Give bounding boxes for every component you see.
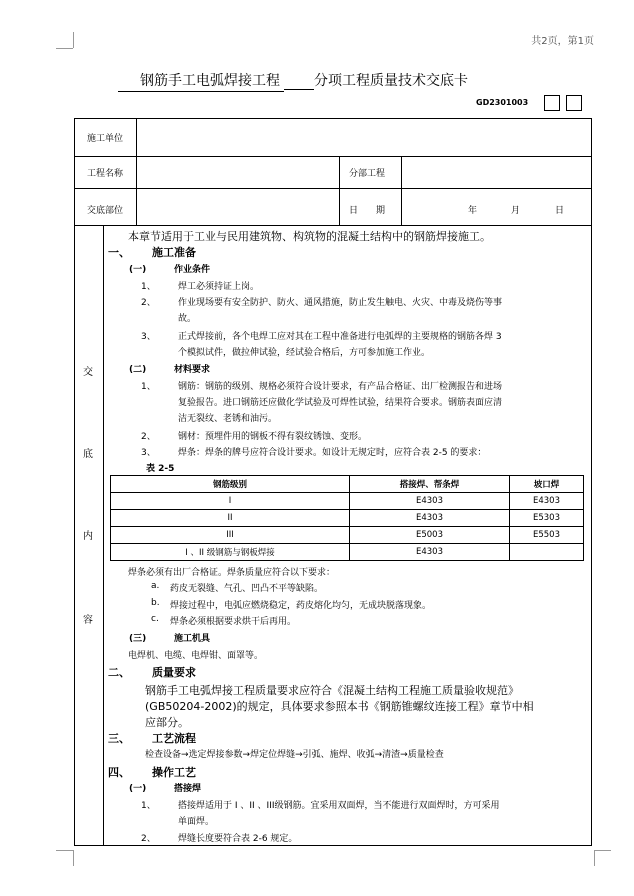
item-text: 个模拟试件，做拉伸试验，经试验合格后，方可参加施工作业。 <box>178 348 431 358</box>
item-text: 单面焊。 <box>178 817 215 827</box>
table-cell <box>509 544 583 561</box>
item-number: 2、 <box>141 432 156 442</box>
checkbox-2[interactable] <box>566 95 582 111</box>
section-4-number: 四、 <box>108 766 130 779</box>
quality-text: 应部分。 <box>145 716 189 729</box>
item-number: 2、 <box>141 834 156 844</box>
title-suffix: 分项工程质量技术交底卡 <box>314 73 468 89</box>
col-divider <box>401 156 402 225</box>
crop-mark <box>73 850 74 866</box>
subsection-title: 作业条件 <box>174 265 211 275</box>
page-counter: 共2页，第1页 <box>531 36 594 47</box>
table-row <box>111 510 584 527</box>
table-cell: E4303 <box>350 544 510 561</box>
date-day: 日 <box>555 206 565 216</box>
section-3-number: 三、 <box>108 732 130 745</box>
section-2-title: 质量要求 <box>152 666 196 679</box>
item-text: 钢材：预埋件用的钢板不得有裂纹锈蚀、变形。 <box>178 432 368 442</box>
tools-text: 电焊机、电缆、电焊钳、面罩等。 <box>128 651 264 661</box>
handover-dept-label: 交底部位 <box>87 206 124 216</box>
table-label: 表 2-5 <box>146 464 175 474</box>
item-number: 1、 <box>141 382 156 392</box>
date-month: 月 <box>511 206 521 216</box>
table-cell: III <box>111 527 350 544</box>
item-number: b. <box>151 598 160 608</box>
table-header: 钢筋级别 <box>111 476 350 493</box>
quality-text: (GB50204-2002)的规定，具体要求参照本书《钢筋锥螺纹连接工程》章节中相 <box>145 700 534 713</box>
table-cell: I <box>111 493 350 510</box>
page-title <box>118 70 548 90</box>
item-number: 1、 <box>141 801 156 811</box>
item-number: 3、 <box>141 332 156 342</box>
table-cell: II <box>111 510 350 527</box>
item-number: c. <box>151 614 159 624</box>
table-cell: E5503 <box>509 527 583 544</box>
item-text: 作业现场要有安全防护、防火、通风措施，防止发生触电、火灾、中毒及烧伤等事 <box>178 298 503 308</box>
document-code: GD2301003 <box>476 98 529 107</box>
subsection-title: 搭接焊 <box>174 784 202 794</box>
process-flow: 检查设备→选定焊接参数→焊定位焊缝→引弧、施焊、收弧→清渣→质量检查 <box>145 750 444 760</box>
table-cell: E4303 <box>350 510 510 527</box>
item-text: 搭接焊适用于 I 、II 、III级钢筋。宜采用双面焊，当不能进行双面焊时，方可采用 <box>178 801 500 811</box>
sub-project-label: 分部工程 <box>349 169 386 179</box>
section-1-title: 施工准备 <box>152 246 196 259</box>
subsection-number: (一) <box>129 265 147 275</box>
quality-text: 钢筋手工电弧焊接工程质量要求应符合《混凝土结构工程施工质量验收规范》 <box>145 684 519 697</box>
side-label-char: 容 <box>83 615 93 626</box>
table-header: 搭接焊、帮条焊 <box>350 476 510 493</box>
crop-mark <box>594 850 595 866</box>
construction-unit-label: 施工单位 <box>87 134 124 144</box>
table-header-row <box>111 476 584 493</box>
section-4-title: 操作工艺 <box>152 766 196 779</box>
item-text: 药皮无裂缝、气孔、凹凸不平等缺陷。 <box>170 584 324 594</box>
item-text: 焊接过程中，电弧应燃烧稳定，药皮熔化均匀，无成块脱落现象。 <box>170 601 432 611</box>
electrode-note: 焊条必须有出厂合格证。焊条质量应符合以下要求： <box>128 568 336 578</box>
table-cell: E4303 <box>509 493 583 510</box>
project-name-label: 工程名称 <box>87 169 124 179</box>
intro-text: 本章节适用于工业与民用建筑物、构筑物的混凝土结构中的钢筋焊接施工。 <box>128 230 491 243</box>
project-name-title: 钢筋手工电弧焊接工程 <box>118 73 284 92</box>
crop-mark <box>56 850 73 851</box>
table-cell: E5003 <box>350 527 510 544</box>
table-cell: E5303 <box>509 510 583 527</box>
col-divider <box>339 156 340 225</box>
row-divider <box>75 156 591 157</box>
item-number: 1、 <box>141 282 156 292</box>
item-text: 焊缝长度要符合表 2-6 规定。 <box>178 834 298 844</box>
section-1-number: 一、 <box>108 246 130 259</box>
table-header: 坡口焊 <box>509 476 583 493</box>
crop-mark <box>73 32 74 48</box>
date-label: 日 期 <box>349 206 386 216</box>
section-2-number: 二、 <box>108 666 130 679</box>
crop-mark <box>594 850 611 851</box>
col-divider <box>136 119 137 225</box>
side-label-char: 底 <box>83 449 93 460</box>
crop-mark <box>56 48 73 49</box>
item-text: 故。 <box>178 314 197 324</box>
item-text: 洁无裂纹、老锈和油污。 <box>178 414 278 424</box>
side-label-char: 内 <box>83 531 93 542</box>
subsection-title: 材料要求 <box>174 365 211 375</box>
item-text: 焊工必须持证上岗。 <box>178 282 260 292</box>
item-number: 3、 <box>141 448 156 458</box>
table-cell: E4303 <box>350 493 510 510</box>
title-underline <box>284 73 314 90</box>
checkbox-1[interactable] <box>544 95 560 111</box>
item-text: 焊条必须根据要求烘干后再用。 <box>170 617 297 627</box>
item-text: 复验报告。进口钢筋还应做化学试验及可焊性试验，结果符合要求。钢筋表面应清 <box>178 398 503 408</box>
row-divider <box>75 188 591 189</box>
table-row <box>111 544 584 561</box>
item-text: 钢筋：钢筋的级别、规格必须符合设计要求，有产品合格证、出厂检测报告和进场 <box>178 382 503 392</box>
side-column-divider <box>103 225 104 845</box>
electrode-table <box>110 475 584 561</box>
row-divider <box>75 225 591 226</box>
item-text: 焊条：焊条的牌号应符合设计要求。如设计无规定时，应符合表 2-5 的要求： <box>178 448 487 458</box>
side-label-char: 交 <box>83 367 93 378</box>
table-row <box>111 527 584 544</box>
subsection-number: (三) <box>129 634 147 644</box>
subsection-title: 施工机具 <box>174 634 211 644</box>
item-number: a. <box>151 581 160 591</box>
table-row <box>111 493 584 510</box>
item-text: 正式焊接前，各个电焊工应对其在工程中准备进行电弧焊的主要规格的钢筋各焊 3 <box>178 332 502 342</box>
table-cell: I 、II 级钢筋与钢板焊接 <box>111 544 350 561</box>
date-year: 年 <box>468 206 478 216</box>
section-3-title: 工艺流程 <box>152 732 196 745</box>
subsection-number: (二) <box>129 365 147 375</box>
subsection-number: (一) <box>129 784 147 794</box>
item-number: 2、 <box>141 298 156 308</box>
